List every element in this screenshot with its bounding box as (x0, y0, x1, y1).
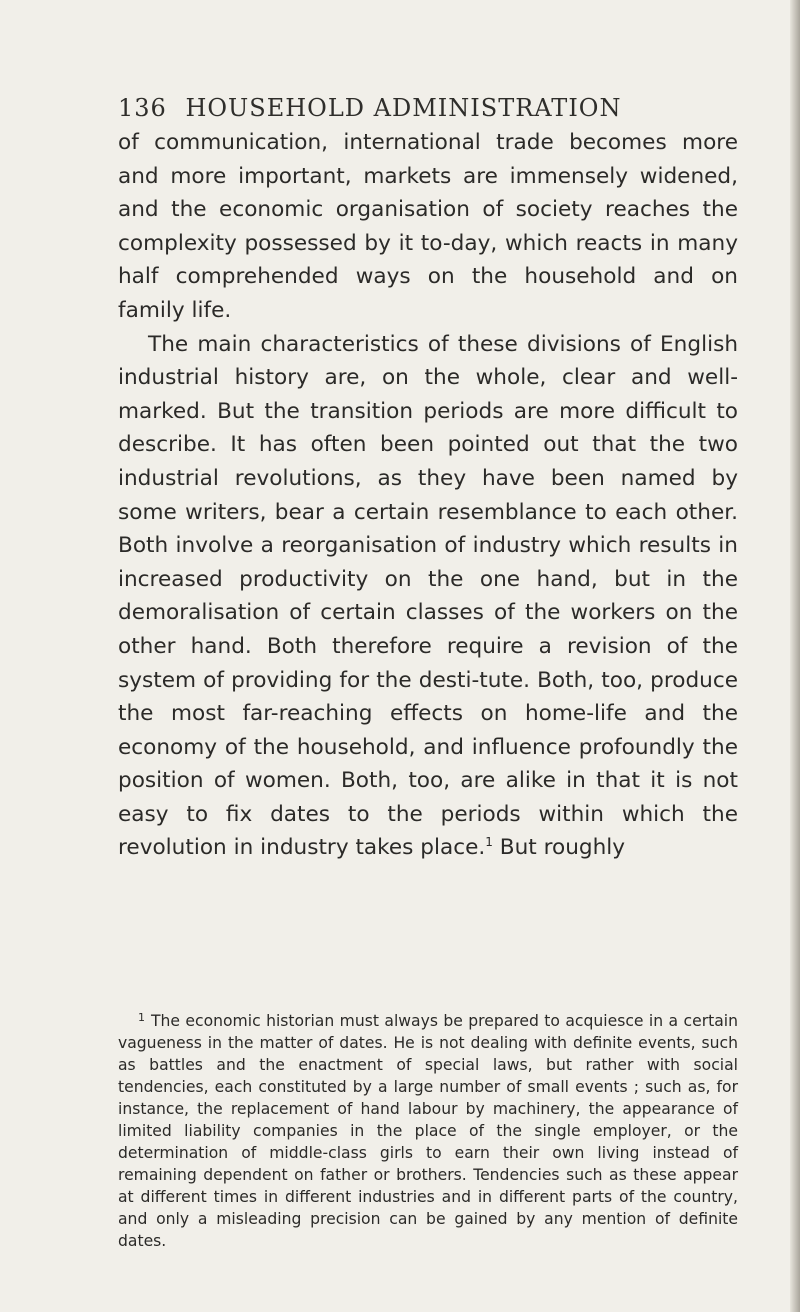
footnote-text: The economic historian must always be prepared to acquiesce in a certain vagueness in the matter of dates. He is not dealing with definite events, such as battles and the enactment of special laws, but rather with social tendencies, each constituted by a large number of small events ; such as, for instance, the replacement of hand labour by machinery, the appearance of limited liability companies in the place of the single employer, or the determination of middle-class girls to earn their own living instead of remaining dependent on father or brothers. Tendencies such as these appear at different times in different industries and in different parts of the country, and only a misleading precision can be gained by any mention of definite dates. (118, 1012, 738, 1250)
running-title: HOUSEHOLD ADMINISTRATION (185, 94, 622, 122)
footnote (118, 1010, 738, 1252)
footnote-marker: 1 (138, 1011, 145, 1024)
paragraph (118, 328, 738, 866)
page-edge (790, 0, 800, 1312)
running-header (118, 94, 678, 122)
paragraph-tail: But roughly (492, 835, 626, 861)
paragraph-text: The main characteristics of these divisions of English industrial history are, on the whole, clear and well-marked. But the transition periods are more difficult to describe. It has often been pointed out that the two industrial revolutions, as they have been named by some writers, bear a certain resemblance to each other. Both involve a reorganisation of industry which results in increased productivity on the one hand, but in the demoralisation of certain classes of the workers on the other hand. Both therefore require a revision of the system of providing for the desti-tute. Both, too, produce the most far-reaching effects on home-life and the economy of the household, and influence profoundly the position of women. Both, too, are alike in that it is not easy to fix dates to the periods within which the revolution in industry takes place. (118, 331, 738, 861)
page-number: 136 (118, 94, 167, 122)
footnote-reference: 1 (485, 835, 493, 850)
main-text (118, 126, 738, 865)
paragraph-continued: of communication, international trade becomes more and more important, markets are immensely widened, and the economic organisation of society reaches the complexity possessed by it to-day, which reacts in many half comprehended ways on the household and on family life. (118, 130, 738, 323)
